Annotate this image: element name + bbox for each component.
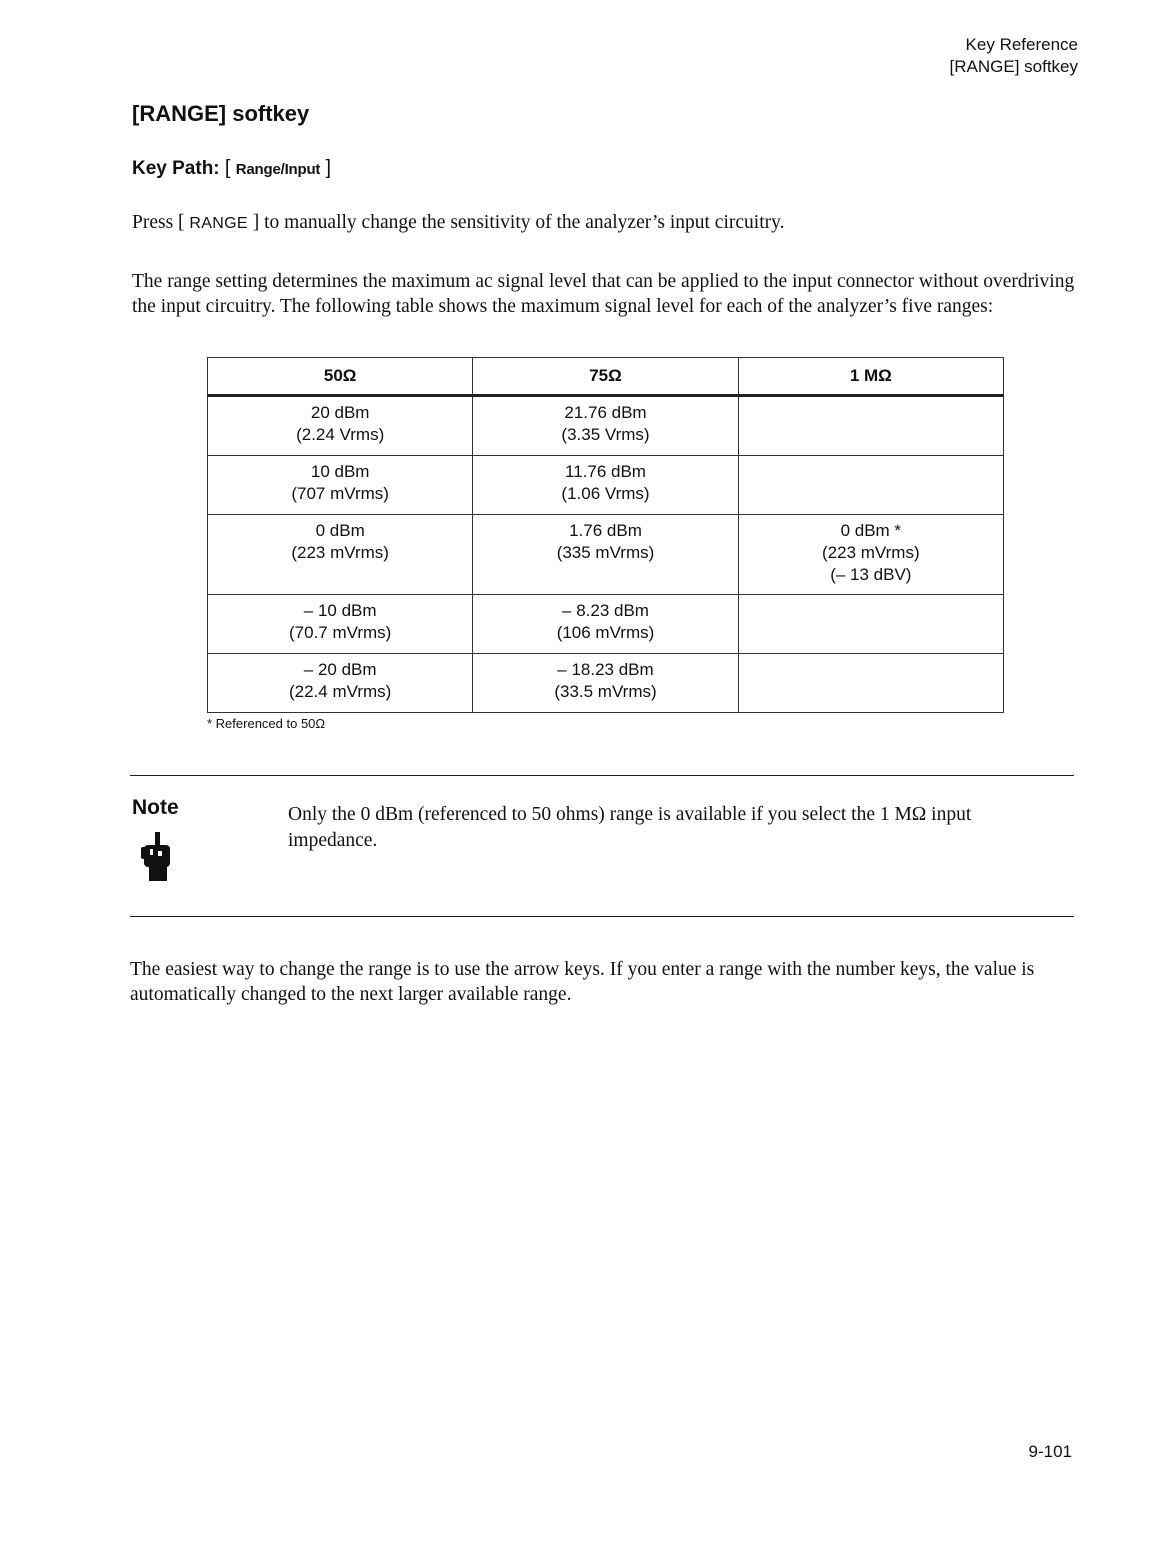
cell-dbm: 20 dBm — [310, 403, 370, 422]
range-table — [207, 357, 1004, 713]
description-paragraph: The range setting determines the maximum ac signal level that can be applied to the input connector without overdriving the input circuitry. The following table shows the maximum signal level for each of the analyzer’s five ranges: — [132, 271, 1075, 317]
table-cell — [473, 515, 738, 595]
table-cell — [208, 515, 473, 595]
intro-paragraph — [132, 210, 1082, 236]
table-cell-empty — [738, 456, 1003, 515]
closing-paragraph: The easiest way to change the range is to use the arrow keys. If you enter a range with the number keys, the value is automatically changed to the next larger available range. — [130, 959, 1035, 1005]
table-cell — [738, 515, 1003, 595]
cell-dbv: (– 13 dBV) — [830, 565, 912, 584]
table-cell — [473, 396, 738, 456]
table-cell-empty — [738, 595, 1003, 654]
table-cell — [208, 654, 473, 713]
intro-key: RANGE — [189, 215, 248, 232]
cell-vrms: (1.06 Vrms) — [561, 484, 650, 503]
table-cell — [208, 396, 473, 456]
cell-dbm: 0 dBm — [315, 521, 365, 540]
cell-dbm: 21.76 dBm — [564, 403, 647, 422]
note-bottom-divider — [130, 916, 1074, 917]
note-label: Note — [132, 796, 179, 819]
page-title: [RANGE] softkey — [132, 101, 310, 126]
table-header-row — [208, 358, 1004, 396]
cell-dbm: 0 dBm * — [840, 521, 902, 540]
key-path-label: Key Path: — [132, 158, 220, 179]
table-cell — [208, 595, 473, 654]
intro-suffix: ] to manually change the sensitivity of the analyzer’s input circuitry. — [252, 212, 785, 233]
table-row — [208, 654, 1004, 713]
cell-dbm: – 10 dBm — [303, 601, 377, 620]
cell-vrms: (2.24 Vrms) — [296, 425, 385, 444]
cell-vrms: (70.7 mVrms) — [289, 623, 392, 642]
running-header-subsection: [RANGE] softkey — [949, 57, 1078, 76]
cell-vrms: (22.4 mVrms) — [289, 682, 392, 701]
cell-vrms: (3.35 Vrms) — [561, 425, 650, 444]
key-path — [132, 157, 331, 180]
cell-vrms: (223 mVrms) — [291, 543, 389, 562]
cell-dbm: – 20 dBm — [303, 660, 377, 679]
table-cell-empty — [738, 654, 1003, 713]
cell-vrms: (707 mVrms) — [291, 484, 389, 503]
key-path-key: Range/Input — [235, 161, 321, 178]
note-top-divider — [130, 775, 1074, 776]
header-50-ohm: 50Ω — [208, 358, 473, 396]
table-cell — [208, 456, 473, 515]
cell-dbm: 10 dBm — [310, 462, 370, 481]
table-row — [208, 396, 1004, 456]
note-text: Only the 0 dBm (referenced to 50 ohms) range is available if you select the 1 MΩ input impedance. — [288, 804, 972, 851]
page-number: 9-101 — [1028, 1442, 1072, 1461]
running-header — [950, 34, 1078, 78]
cell-vrms: (106 mVrms) — [556, 623, 655, 642]
pointing-hand-icon — [138, 832, 180, 884]
running-header-section: Key Reference — [965, 35, 1078, 54]
cell-vrms: (223 mVrms) — [822, 543, 920, 562]
cell-dbm: 1.76 dBm — [569, 521, 642, 540]
table-row — [208, 515, 1004, 595]
header-1-megohm: 1 MΩ — [738, 358, 1003, 396]
intro-prefix: Press [ — [132, 212, 185, 233]
table-row — [208, 595, 1004, 654]
table-cell — [473, 456, 738, 515]
cell-vrms: (335 mVrms) — [556, 543, 655, 562]
cell-vrms: (33.5 mVrms) — [554, 682, 657, 701]
header-75-ohm: 75Ω — [473, 358, 738, 396]
table-footnote: * Referenced to 50Ω — [207, 716, 326, 731]
table-row — [208, 456, 1004, 515]
cell-dbm: – 18.23 dBm — [557, 660, 654, 679]
table-cell — [473, 654, 738, 713]
key-path-open-bracket: [ — [224, 157, 231, 179]
table-cell-empty — [738, 396, 1003, 456]
key-path-close-bracket: ] — [325, 157, 332, 179]
table-cell — [473, 595, 738, 654]
cell-dbm: 11.76 dBm — [565, 462, 646, 481]
cell-dbm: – 8.23 dBm — [562, 601, 649, 620]
